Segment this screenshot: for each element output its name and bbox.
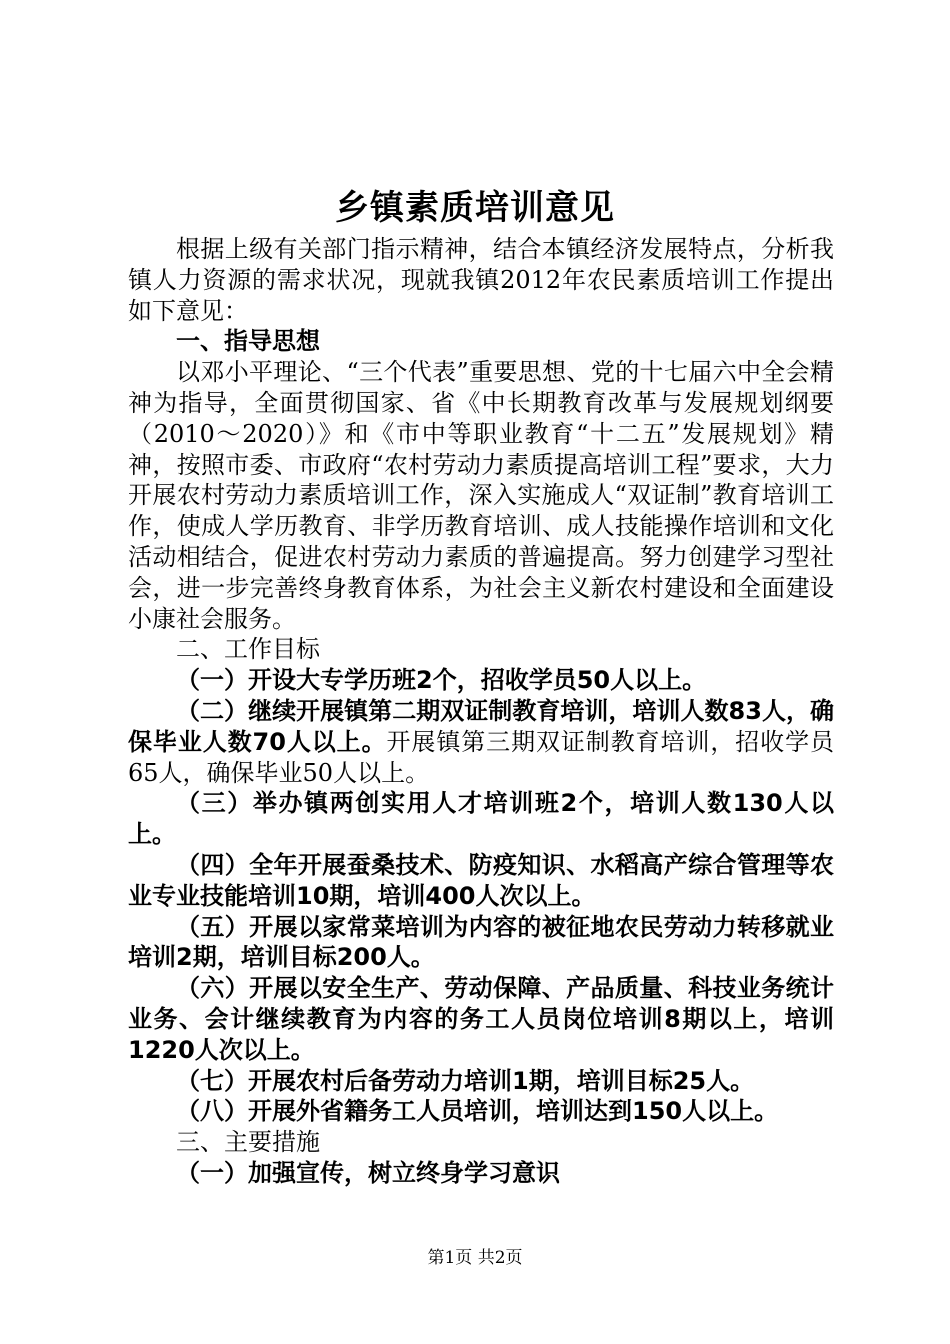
guiding-ideology-paragraph: 以邓小平理论、“三个代表”重要思想、党的十七届六中全会精神为指导，全面贯彻国家、省《中长期教育改革与发展规划纲要（2010～2020）》和《市中等职业教育“十二五”发展规划》精神，按照市委、市政府“农村劳动力素质提高培训工程”要求，大力开展农村劳动力素质培训工作，深入实施成人“双证制”教育培训工作，使成人学历教育、非学历教育培训、成人技能操作培训和文化活动相结合，促进农村劳动力素质的普遍提高。努力创建学习型社会，进一步完善终身教育体系，为社会主义新农村建设和全面建设小康社会服务。 bbox=[128, 358, 834, 633]
section-heading-work-goals: 二、工作目标 bbox=[176, 635, 320, 664]
measure-item-1: （一）加强宣传，树立终身学习意识 bbox=[176, 1158, 560, 1187]
document-title: 乡镇素质培训意见 bbox=[335, 188, 615, 228]
goal-item-2-normal: 开展镇第三期双证制教育培训，招收学员65人，确保毕业50人以上。 bbox=[128, 727, 834, 787]
goal-item-2 bbox=[128, 696, 834, 788]
goal-item-6: （六）开展以安全生产、劳动保障、产品质量、科技业务统计业务、会计继续教育为内容的务工人员岗位培训8期以上，培训1220人次以上。 bbox=[128, 974, 834, 1064]
page-footer: 第1页 共2页 bbox=[427, 1248, 523, 1268]
goal-item-7: （七）开展农村后备劳动力培训1期，培训目标25人。 bbox=[176, 1066, 755, 1095]
section-heading-guiding-ideology: 一、指导思想 bbox=[176, 327, 320, 356]
goal-item-2-bold: （二）继续开展镇第二期双证制教育培训，培训人数83人，确保毕业人数70人以上。 bbox=[128, 696, 834, 756]
goal-item-3: （三）举办镇两创实用人才培训班2个，培训人数130人以上。 bbox=[128, 789, 834, 849]
section-heading-main-measures: 三、主要措施 bbox=[176, 1128, 320, 1157]
goal-item-8: （八）开展外省籍务工人员培训，培训达到150人以上。 bbox=[176, 1097, 779, 1126]
goal-item-1: （一）开设大专学历班2个，招收学员50人以上。 bbox=[176, 666, 707, 695]
goal-item-4: （四）全年开展蚕桑技术、防疫知识、水稻高产综合管理等农业专业技能培训10期，培训400人次以上。 bbox=[128, 850, 834, 910]
goal-item-5: （五）开展以家常菜培训为内容的被征地农民劳动力转移就业培训2期，培训目标200人。 bbox=[128, 912, 834, 972]
intro-paragraph: 根据上级有关部门指示精神，结合本镇经济发展特点，分析我镇人力资源的需求状况，现就我镇2012年农民素质培训工作提出如下意见： bbox=[128, 235, 834, 325]
document-body bbox=[128, 234, 834, 1189]
